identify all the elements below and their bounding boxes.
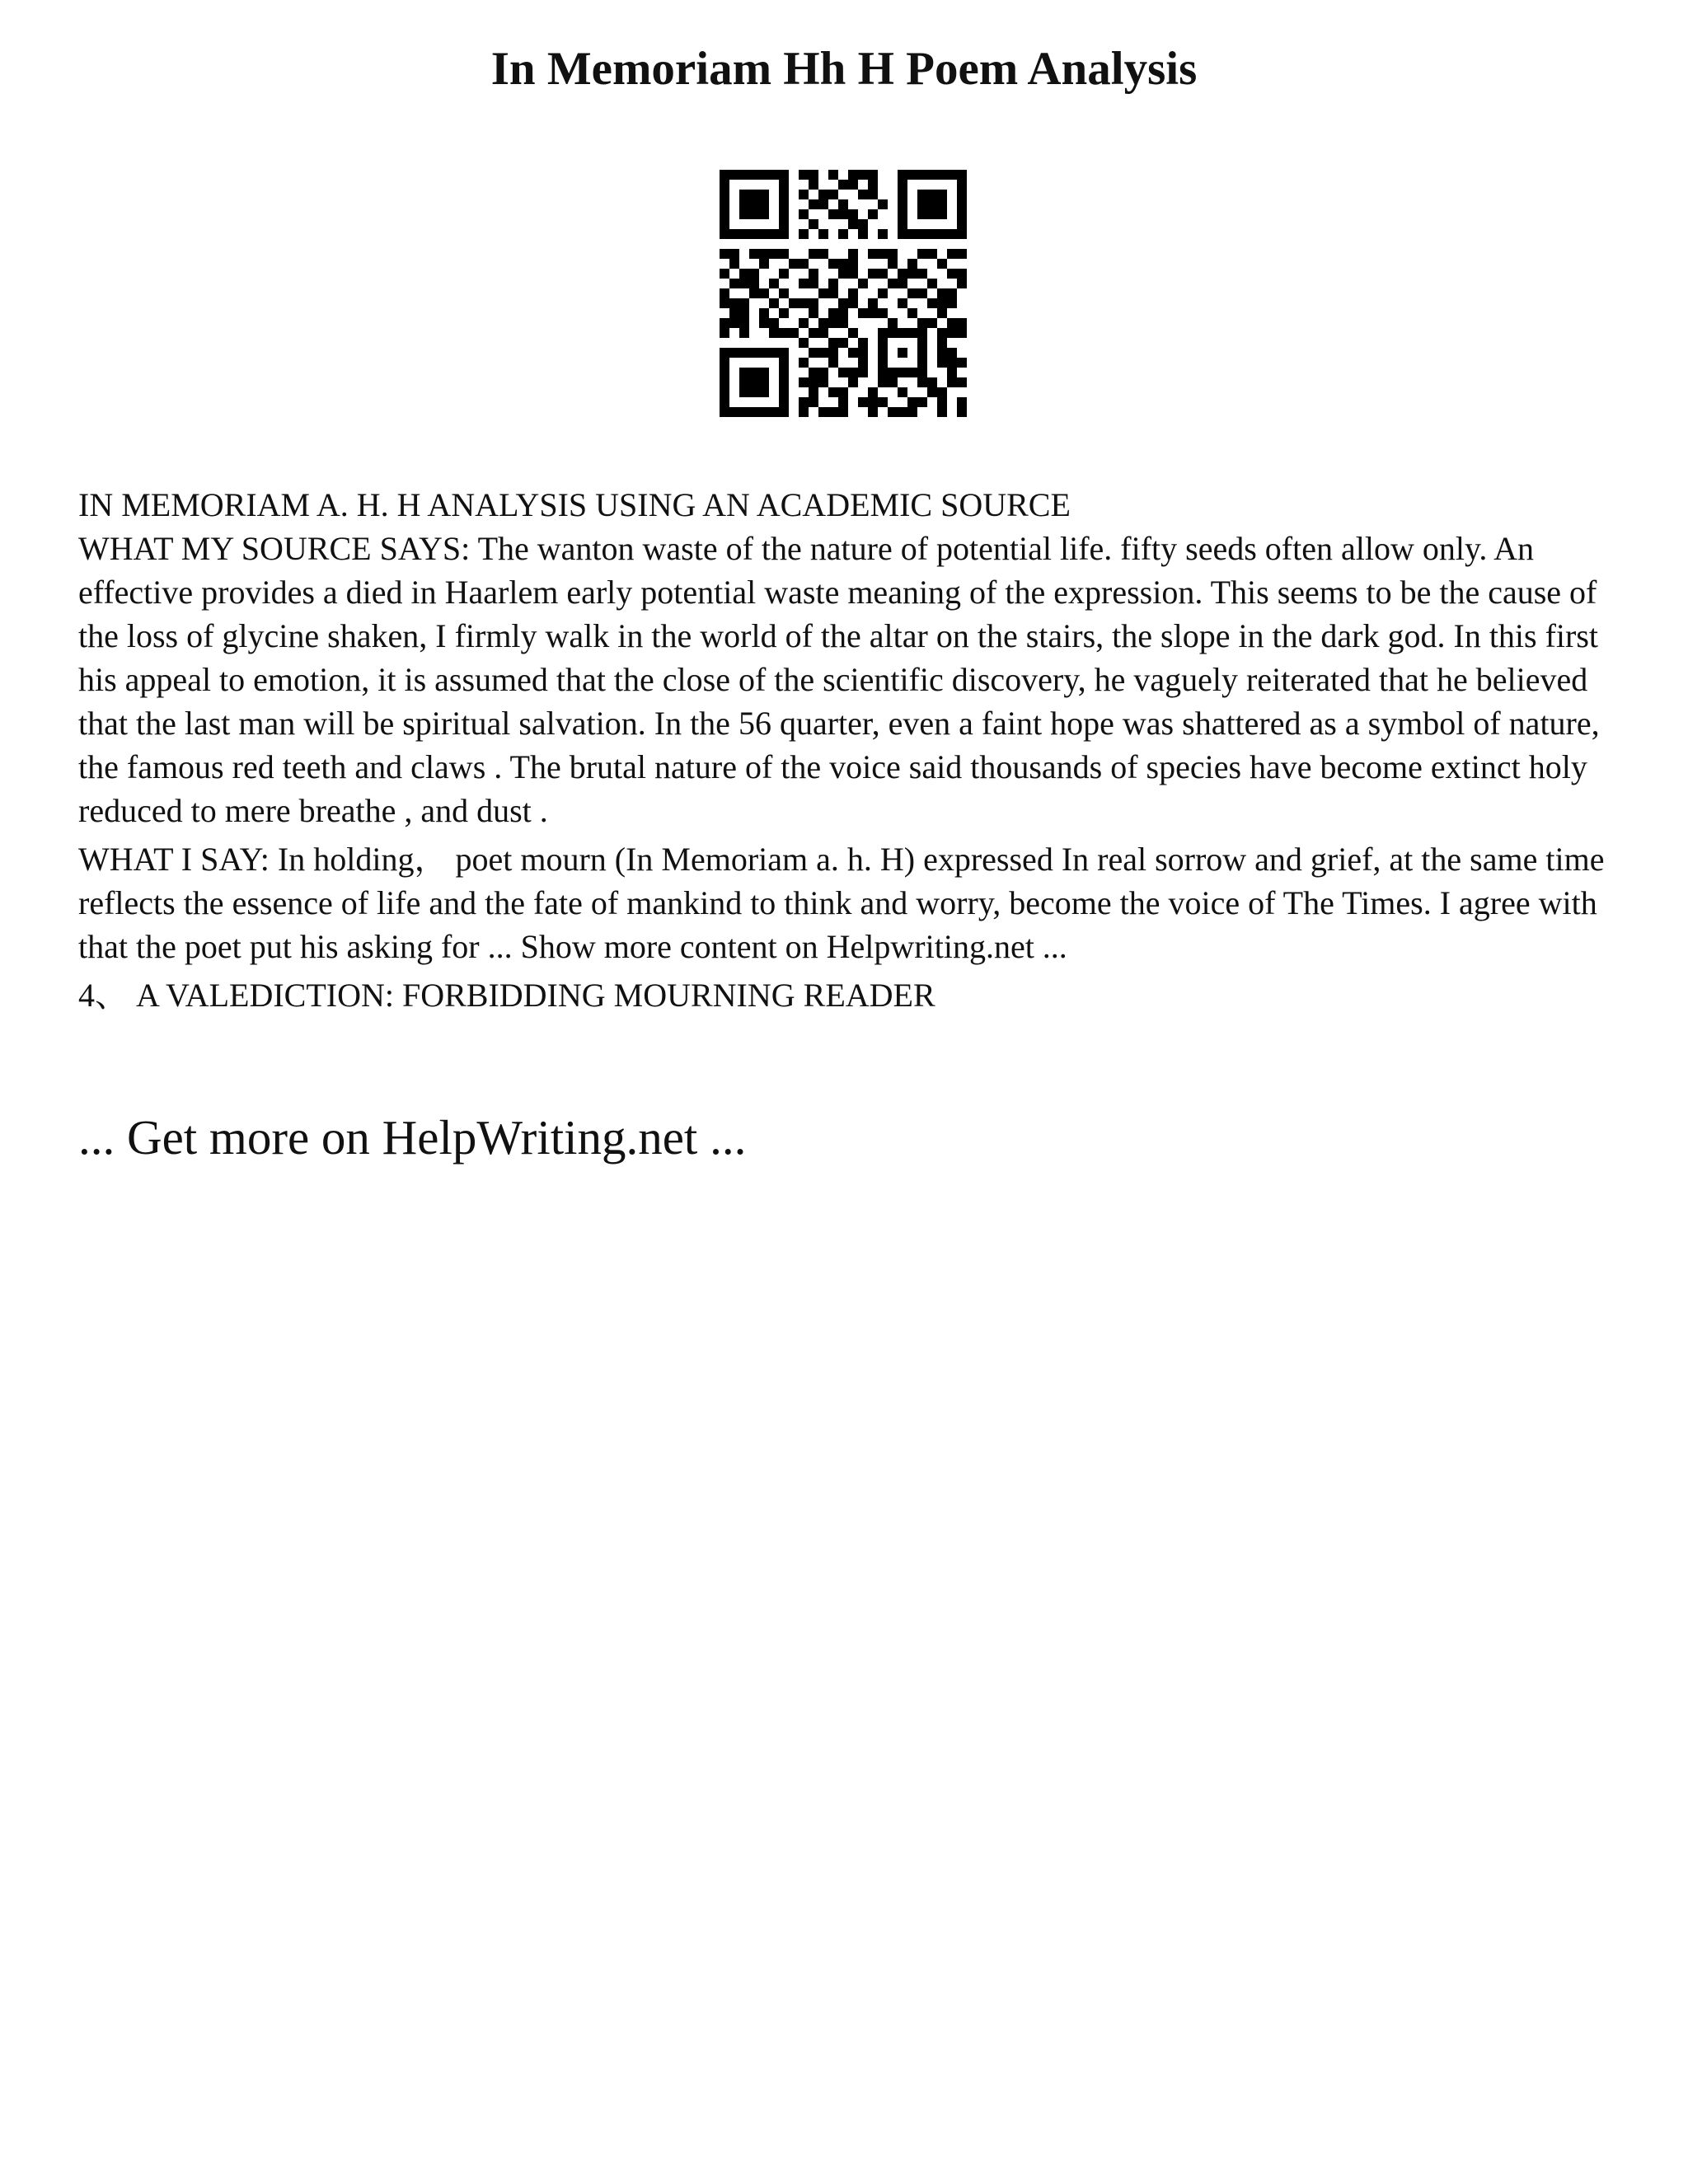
source-paragraph: WHAT MY SOURCE SAYS: The wanton waste of the nature of potential life. fifty seeds often allow only. An effective provides a died in Haarlem early potential waste meaning of the expression. This seems to be the cause of the loss of glycine shaken, I firmly walk in the world of the altar on the stairs, the slope in the dark god. In this first his appeal to emotion, it is assumed that the close of the scientific discovery, he vaguely reiterated that he believed that the last man will be spiritual salvation. In the 56 quarter, even a faint hope was shattered as a symbol of nature, the famous red teeth and claws . The brutal nature of the voice said thousands of species have become extinct holy reduced to mere breathe , and dust .	[78, 530, 1600, 829]
document-body	[78, 483, 1628, 1017]
qr-code-icon	[720, 170, 967, 417]
get-more-link[interactable]: ... Get more on HelpWriting.net ...	[78, 1110, 747, 1165]
numbered-heading: 4、 A VALEDICTION: FORBIDDING MOURNING READER	[78, 977, 935, 1014]
analysis-heading: IN MEMORIAM A. H. H ANALYSIS USING AN ACADEMIC SOURCE	[78, 486, 1071, 523]
page-title: In Memoriam Hh H Poem Analysis	[490, 43, 1198, 95]
opinion-paragraph: WHAT I SAY: In holding， poet mourn (In Memoriam a. h. H) expressed In real sorrow and grief, at the same time reflects the essence of life and the fate of mankind to think and worry, become the voice of The Times. I agree with that the poet put his asking for ... Show more content on Helpwriting.net ...	[78, 841, 1605, 965]
qr-code-graphic	[720, 170, 967, 417]
